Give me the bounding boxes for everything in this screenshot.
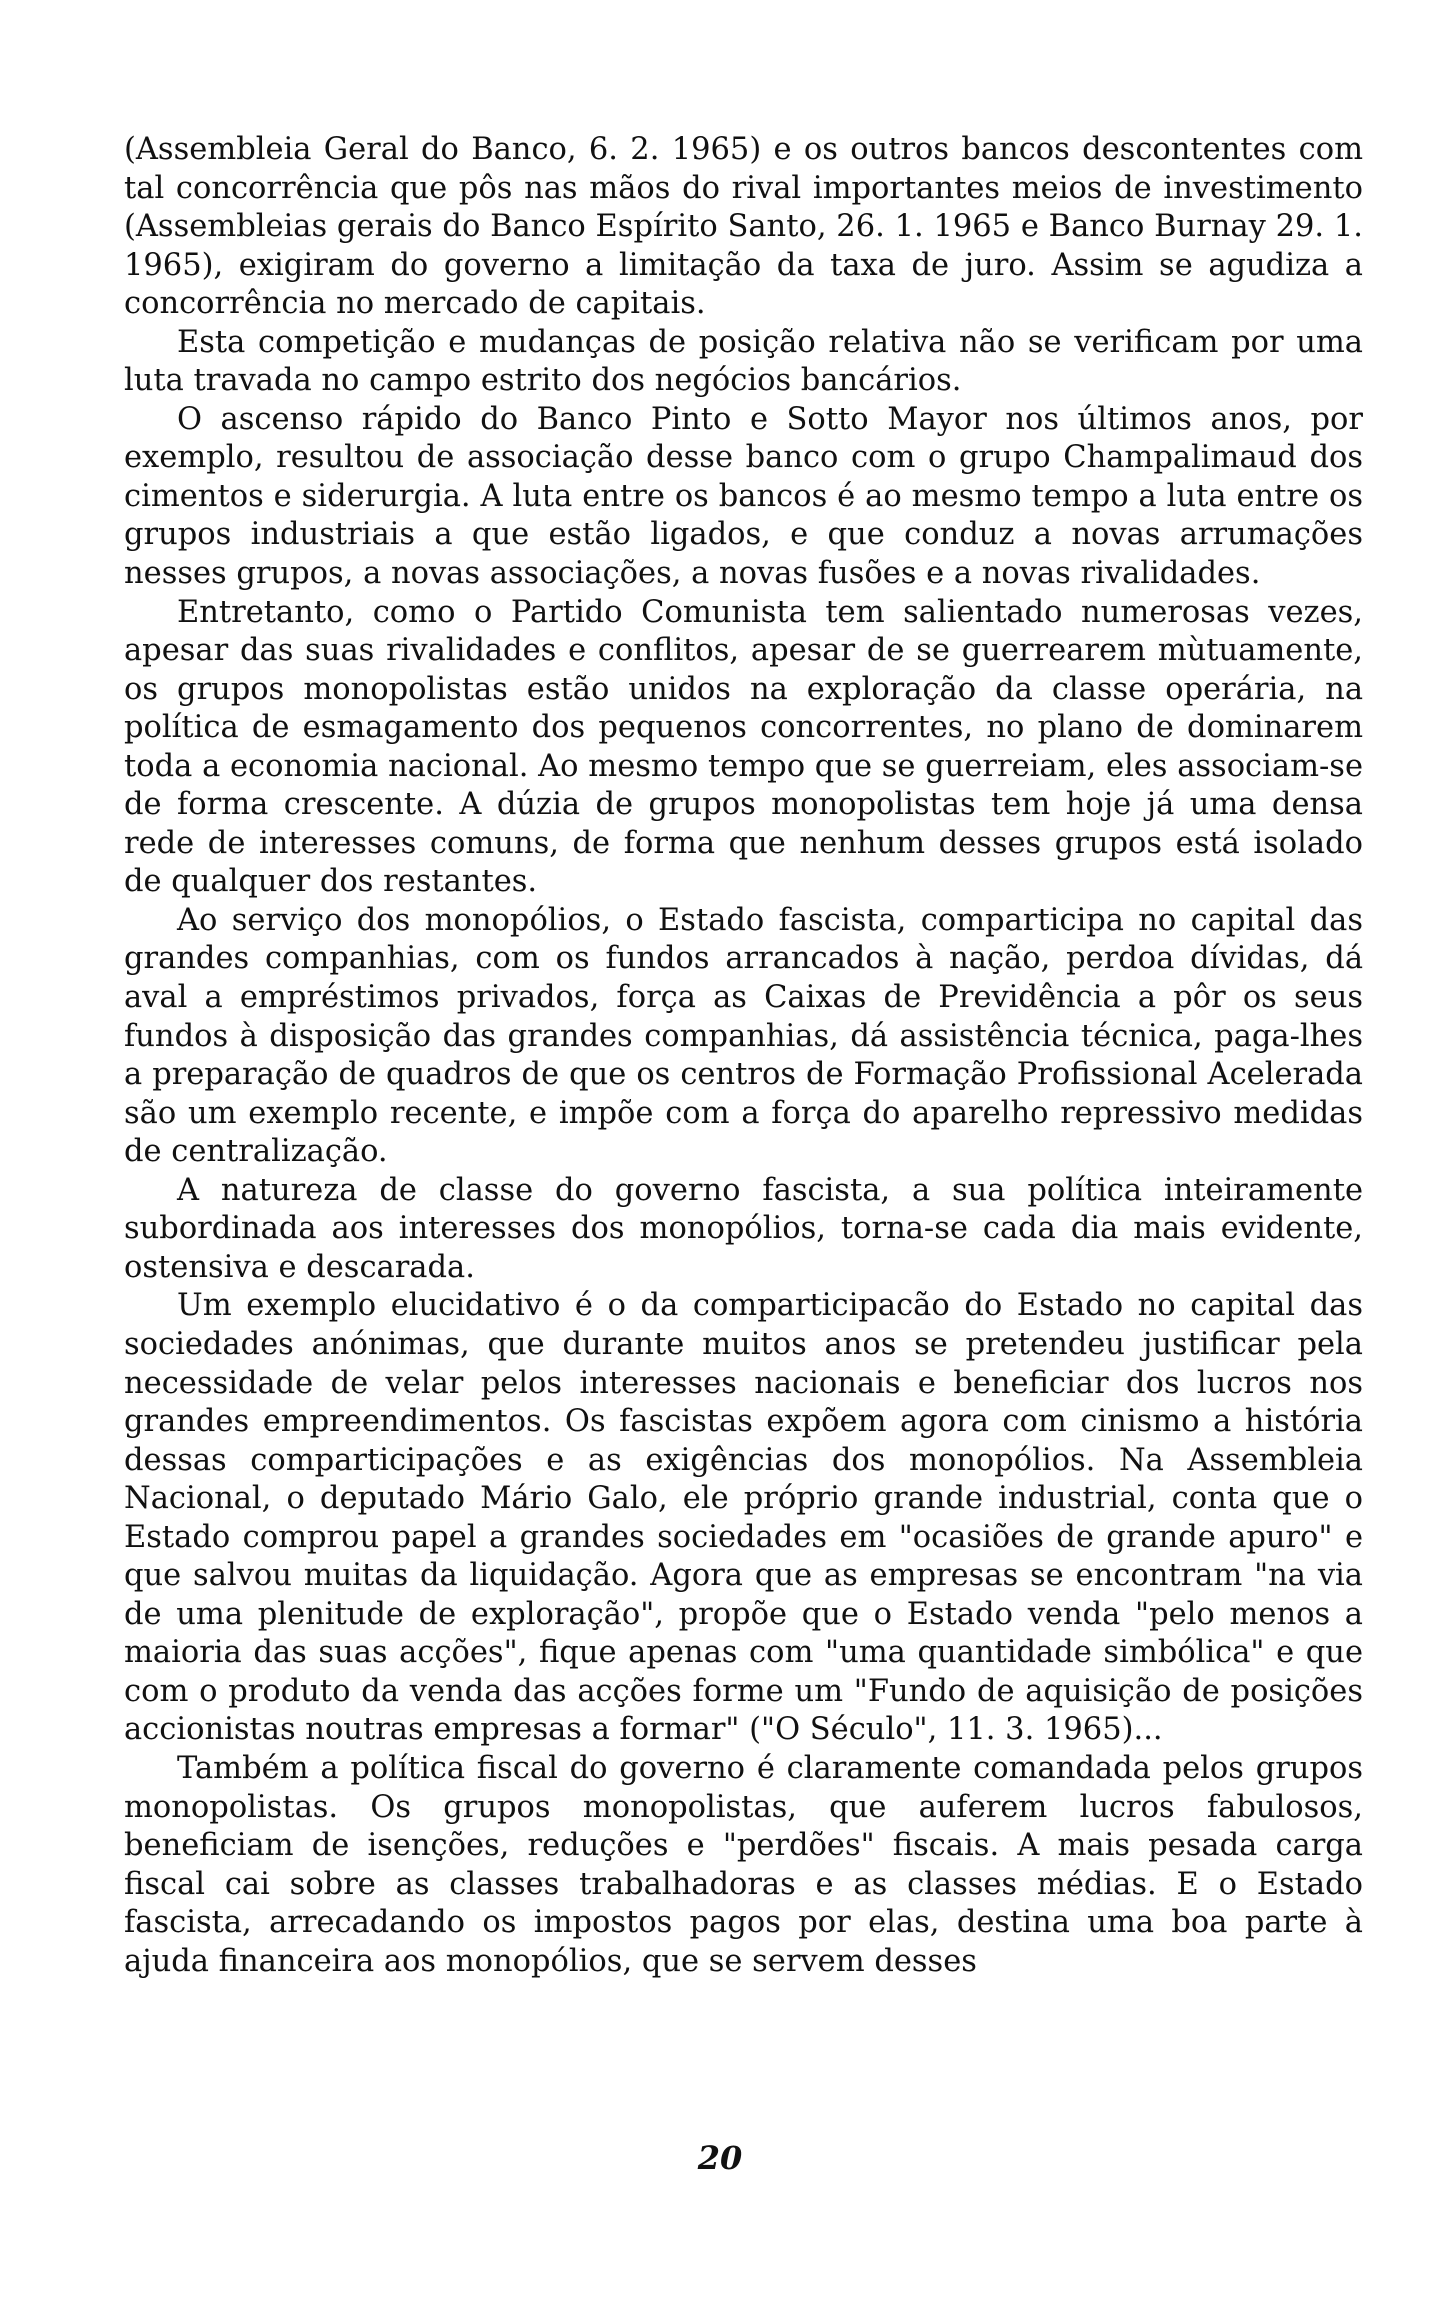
body-text xyxy=(124,131,1363,1981)
paragraph-2: Esta competição e mudanças de posição relativa não se verificam por uma luta travada no campo estrito dos negócios bancários. xyxy=(124,324,1363,399)
page-number: 20 xyxy=(697,2139,743,2177)
paragraph-6: A natureza de classe do governo fascista, a sua política inteiramente subordinada aos interesses dos monopólios, torna-se cada dia mais evidente, ostensiva e descarada. xyxy=(124,1172,1363,1285)
paragraph-3: O ascenso rápido do Banco Pinto e Sotto Mayor nos últimos anos, por exemplo, resultou de associação desse banco com o grupo Champalimaud dos cimentos e siderurgia. A luta entre os bancos é ao mesmo tempo a luta entre os grupos industriais a que estão ligados, e que conduz a novas arrumações nesses grupos, a novas associações, a novas fusões e a novas rivalidades. xyxy=(124,401,1363,592)
paragraph-5: Ao serviço dos monopólios, o Estado fascista, comparticipa no capital das grandes companhias, com os fundos arrancados à nação, perdoa dívidas, dá aval a empréstimos privados, força as Caixas de Previdência a pôr os seus fundos à disposição das grandes companhias, dá assistência técnica, paga-lhes a preparação de quadros de que os centros de Formação Profissional Acelerada são um exemplo recente, e impõe com a força do aparelho repressivo medidas de centralização. xyxy=(124,902,1363,1170)
paragraph-8: Também a política fiscal do governo é claramente comandada pelos grupos monopolistas. Os grupos monopolistas, que auferem lucros fabulosos, beneficiam de isenções, reduções e "perdões" fiscais. A mais pesada carga fiscal cai sobre as classes trabalhadoras e as classes médias. E o Estado fascista, arrecadando os impostos pagos por elas, destina uma boa parte à ajuda financeira aos monopólios, que se servem desses xyxy=(124,1750,1363,1979)
paragraph-1: (Assembleia Geral do Banco, 6. 2. 1965) e os outros bancos descontentes com tal concorrência que pôs nas mãos do rival importantes meios de investimento (Assembleias gerais do Banco Espírito Santo, 26. 1. 1965 e Banco Burnay 29. 1. 1965), exigiram do governo a limitação da taxa de juro. Assim se agudiza a concorrência no mercado de capitais. xyxy=(124,132,1363,322)
paragraph-7: Um exemplo elucidativo é o da comparticipacão do Estado no capital das sociedades anónimas, que durante muitos anos se pretendeu justificar pela necessidade de velar pelos interesses nacionais e beneficiar dos lucros nos grandes empreendimentos. Os fascistas expõem agora com cinismo a história dessas comparticipações e as exigências dos monopólios. Na Assembleia Nacional, o deputado Mário Galo, ele próprio grande industrial, conta que o Estado comprou papel a grandes sociedades em "ocasiões de grande apuro" e que salvou muitas da liquidação. Agora que as empresas se encontram "na via de uma plenitude de exploração", propõe que o Estado venda "pelo menos a maioria das suas acções", fique apenas com "uma quantidade simbólica" e que com o produto da venda das acções forme um "Fundo de aquisição de posições accionistas noutras empresas a formar" ("O Século", 11. 3. 1965)... xyxy=(124,1288,1363,1748)
paragraph-4: Entretanto, como o Partido Comunista tem salientado numerosas vezes, apesar das suas rivalidades e conflitos, apesar de se guerrearem mùtuamente, os grupos monopolistas estão unidos na exploração da classe operária, na política de esmagamento dos pequenos concorrentes, no plano de dominarem toda a economia nacional. Ao mesmo tempo que se guerreiam, eles associam-se de forma crescente. A dúzia de grupos monopolistas tem hoje já uma densa rede de interesses comuns, de forma que nenhum desses grupos está isolado de qualquer dos restantes. xyxy=(124,594,1363,900)
